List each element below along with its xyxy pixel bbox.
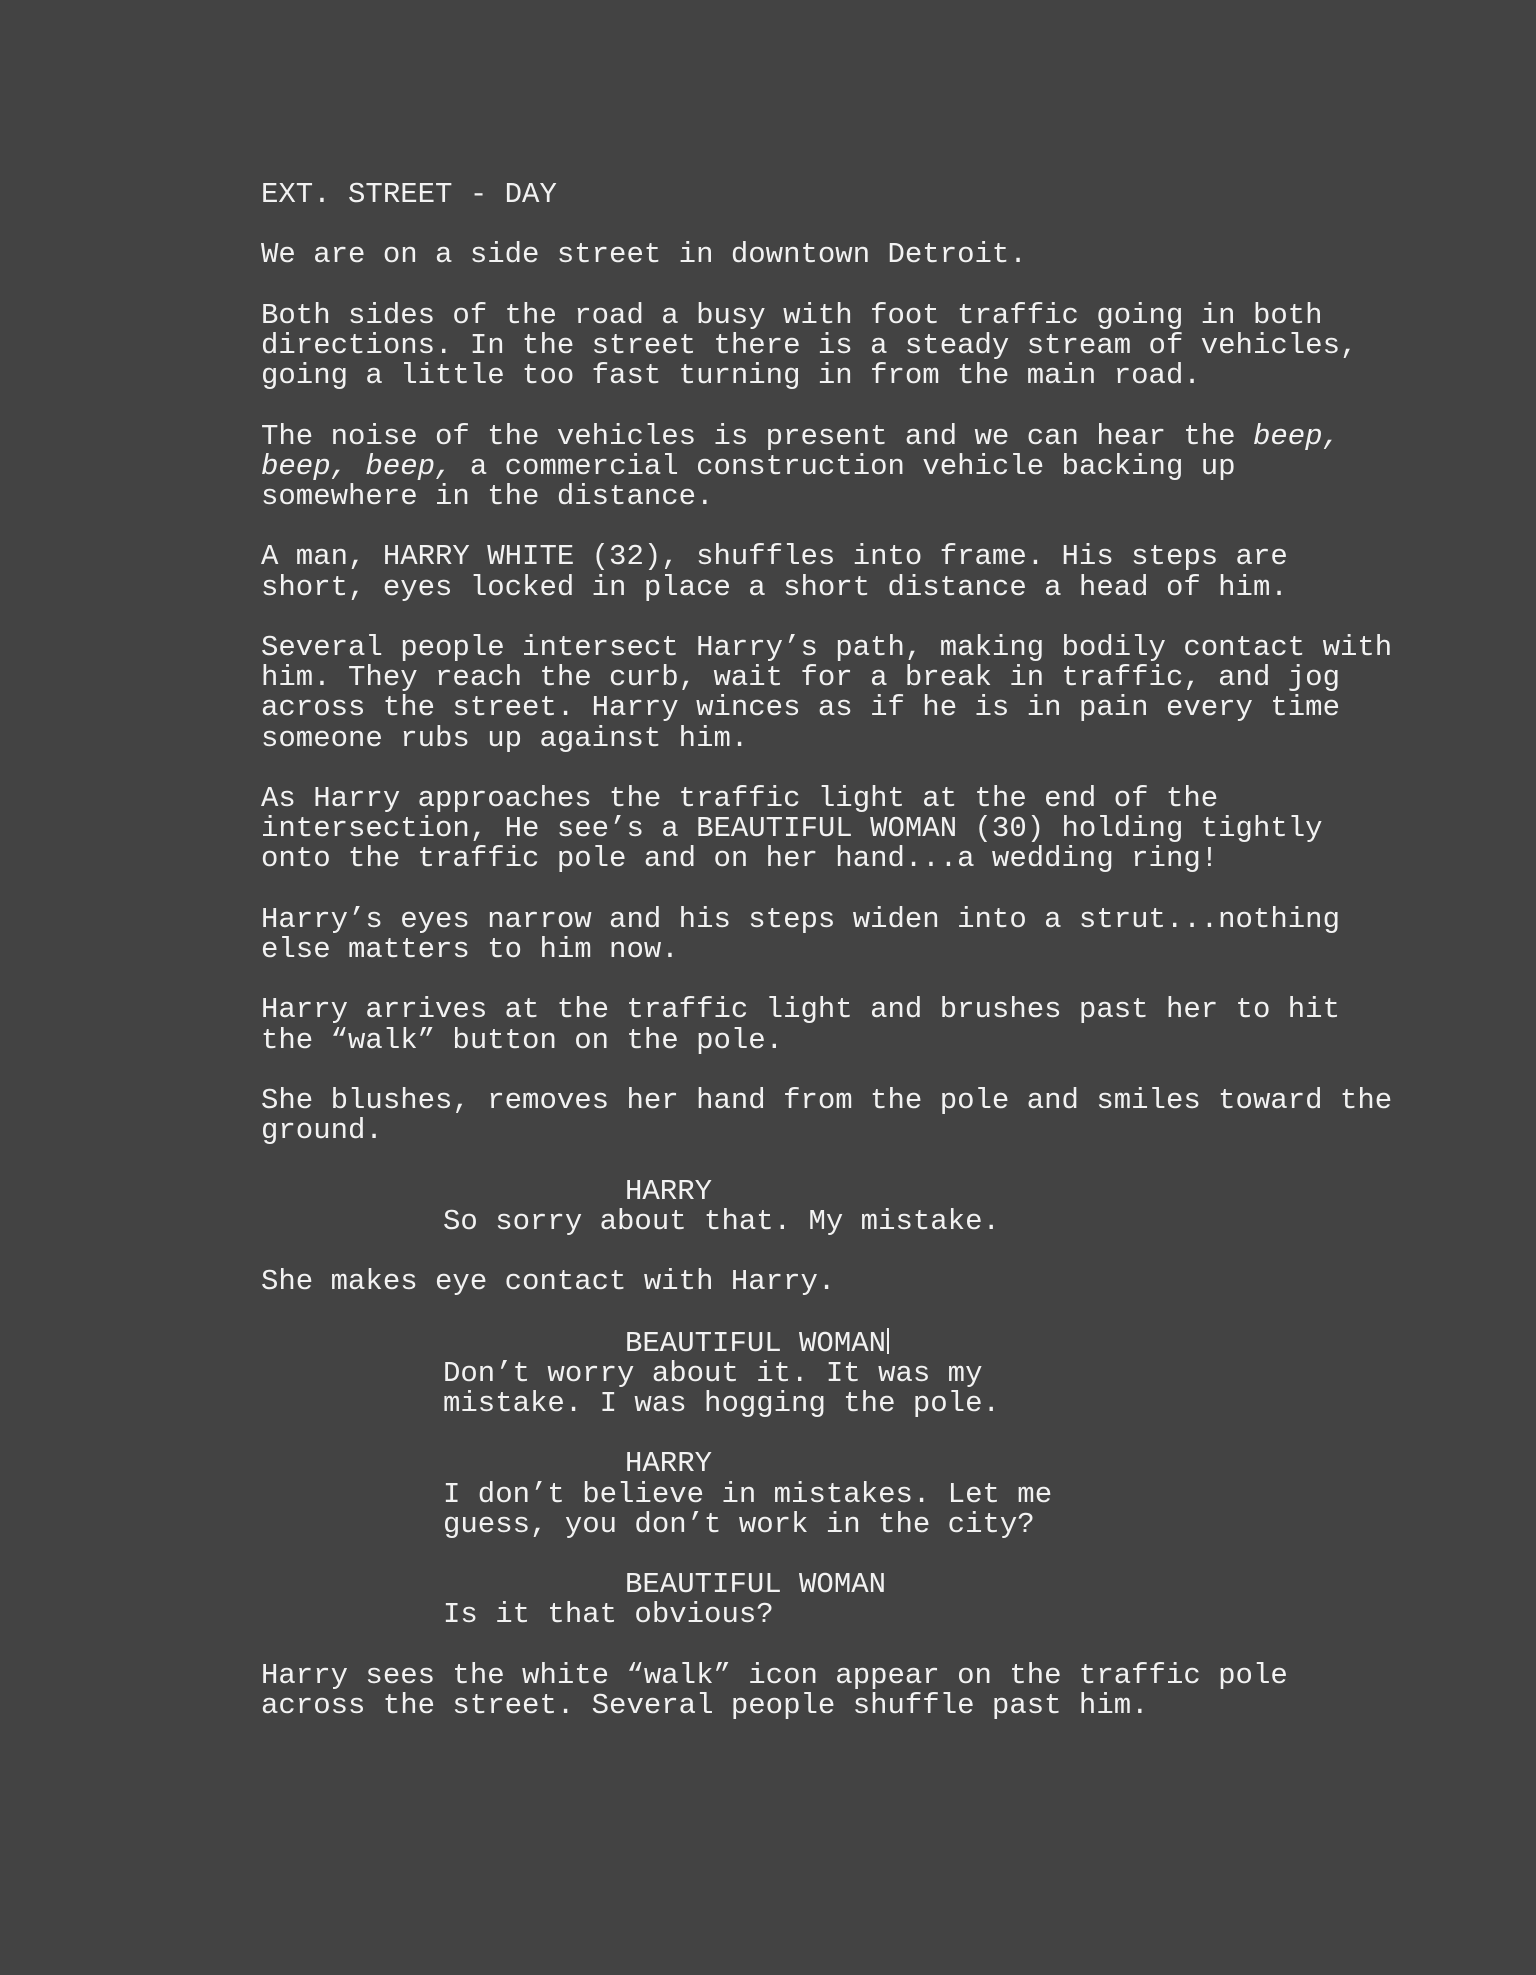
action-line[interactable]: Harry arrives at the traffic light and brushes past her to hit the “walk” button on the pole. — [261, 993, 1358, 1057]
action-line[interactable]: A man, HARRY WHITE (32), shuffles into frame. His steps are short, eyes locked in place a short distance a head of him. — [261, 540, 1306, 604]
action-line[interactable] — [261, 419, 1401, 513]
action-line[interactable]: We are on a side street in downtown Detroit. — [261, 238, 1027, 272]
character-name: BEAUTIFUL WOMAN — [625, 1326, 887, 1360]
action-line[interactable]: Harry’s eyes narrow and his steps widen into a strut...nothing else matters to him now. — [261, 902, 1358, 966]
dialogue-block[interactable]: Is it that obvious? — [443, 1598, 774, 1632]
action-line[interactable]: She blushes, removes her hand from the pole and smiles toward the ground. — [261, 1083, 1410, 1148]
dialogue-block[interactable]: So sorry about that. My mistake. — [443, 1204, 1000, 1238]
dialogue-block[interactable]: Don’t worry about it. It was my mistake. I was hogging the pole. — [443, 1356, 1000, 1420]
scene-heading[interactable]: EXT. STREET - DAY — [261, 178, 557, 211]
action-text: The noise of the vehicles is present and we can hear the — [261, 419, 1253, 453]
dialogue-block[interactable]: I don’t believe in mistakes. Let me guess, you don’t work in the city? — [443, 1477, 1070, 1541]
action-line[interactable]: Harry sees the white “walk” icon appear on the traffic pole across the street. Several people shuffle past him. — [261, 1658, 1306, 1722]
action-line[interactable]: As Harry approaches the traffic light at the end of the intersection, He see’s a BEAUTIFUL WOMAN (30) holding tightly onto the traffic pole and on her hand...a wedding ring! — [261, 781, 1340, 876]
italic-sound-effect: beep, beep, beep, — [261, 419, 1358, 483]
character-cue[interactable]: HARRY — [625, 1174, 713, 1208]
text-cursor — [887, 1328, 889, 1354]
action-line[interactable]: Both sides of the road a busy with foot traffic going in both directions. In the street there is a steady stream of vehicles, going a little too fast turning in from the main road. — [261, 298, 1375, 393]
action-line[interactable]: Several people intersect Harry’s path, making bodily contact with him. They reach the curb, wait for a break in traffic, and jog across the street. Harry winces as if he is in pain every time someone rubs up against him. — [261, 630, 1410, 755]
action-text: a commercial construction vehicle backing up somewhere in the distance. — [261, 449, 1253, 513]
character-cue[interactable]: BEAUTIFUL WOMAN — [625, 1568, 887, 1602]
screenplay-page[interactable] — [261, 178, 1410, 1751]
character-cue[interactable] — [261, 1328, 1401, 1359]
character-cue[interactable]: HARRY — [625, 1447, 713, 1481]
action-line[interactable]: She makes eye contact with Harry. — [261, 1265, 836, 1299]
